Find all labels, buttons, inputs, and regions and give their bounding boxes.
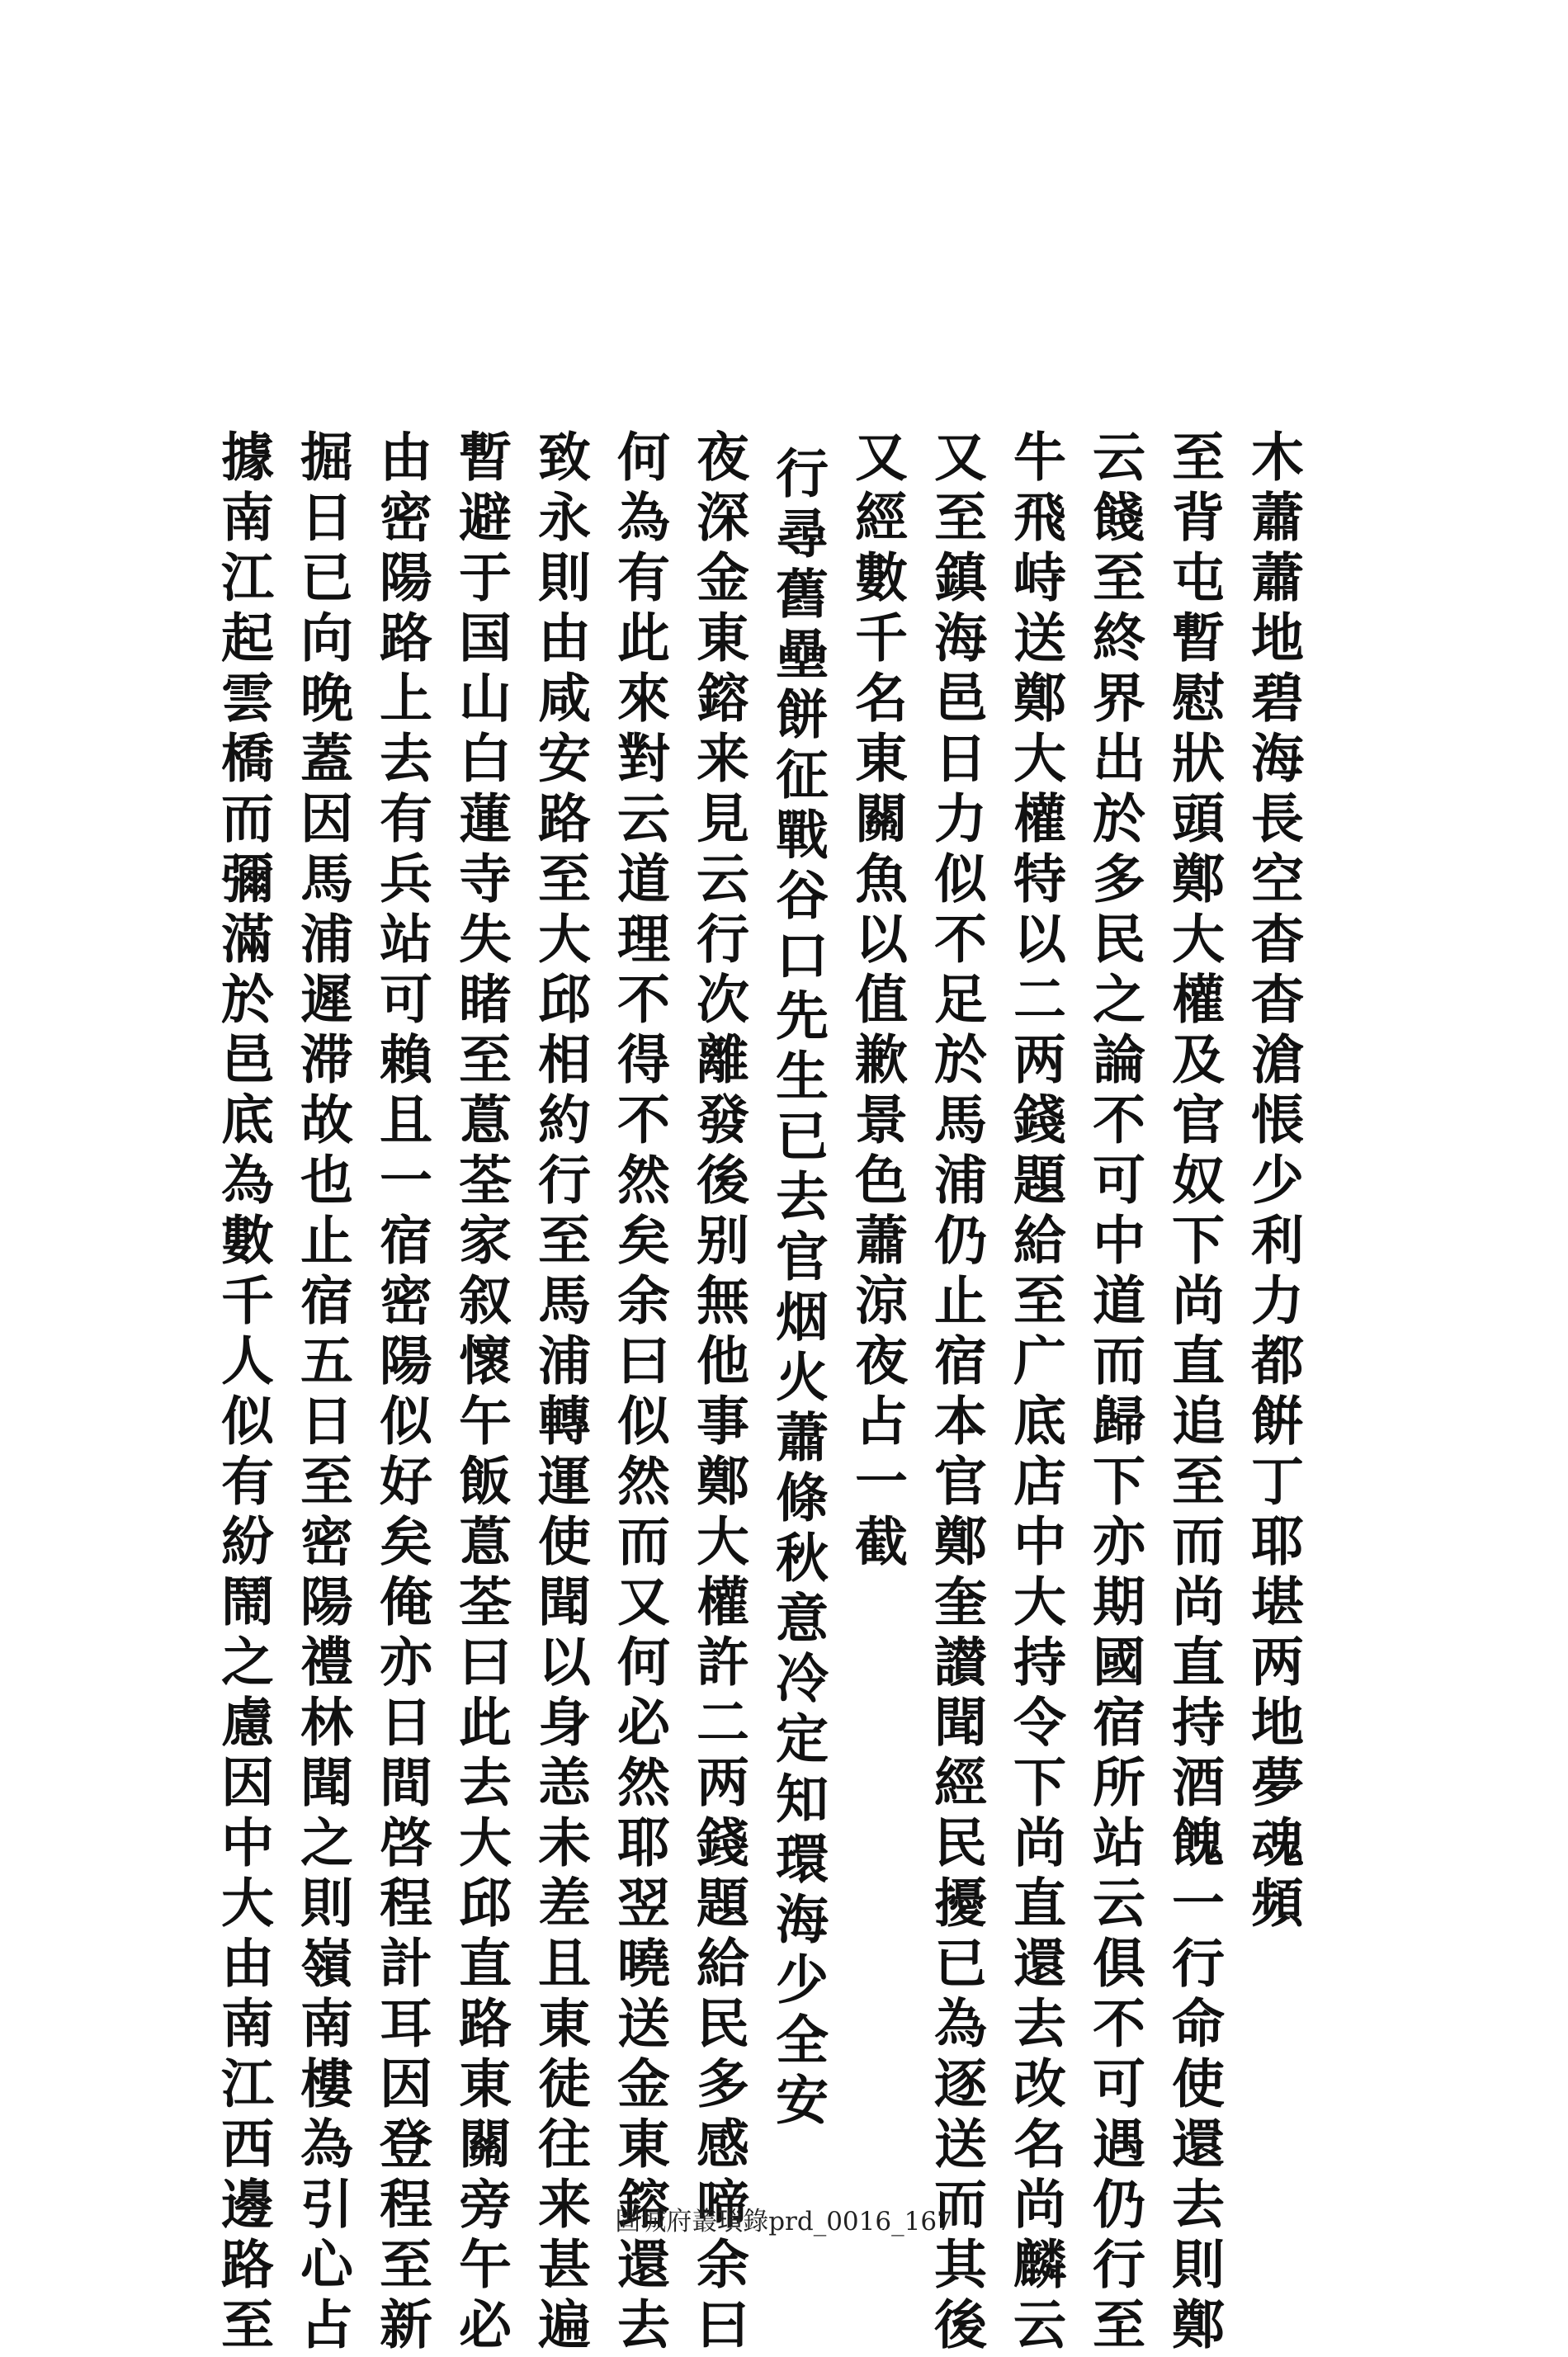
- text-column-7: 行尋舊壘餅征戰谷口先生已去官烟火蕭條秋意冷定知環海少全安: [767, 446, 829, 2133]
- text-column-11: 暫避于国山白蓮寺失睹至蒠荃家叙懷午飯蒠荃曰此去大邱直路東關旁午必: [450, 429, 512, 2357]
- text-column-10: 致永則由咸安路至大邱相約行至馬浦轉運使聞以身恙未差且東徒往来甚遍: [529, 429, 591, 2357]
- text-column-6: 又經數千名東關魚以值歉景色蕭涼夜占一截: [846, 429, 908, 1574]
- text-column-12: 由密陽路上去有兵站可賴且一宿密陽似好矣俺亦日間啓程計耳因登程至新: [371, 429, 432, 2357]
- text-column-9: 何為有此來對云道理不得不然矣余曰似然而又何必然耶翌曉送金東鎔還去: [608, 429, 670, 2357]
- text-column-4: 牛飛峙送鄭大權特以二两錢題給至广底店中大持令下尚直還去改名尚麟云: [1004, 429, 1066, 2357]
- text-column-3: 云餞至終界出於多民之論不可中道而歸下亦期國宿所站云俱不可遇仍行至: [1084, 429, 1145, 2357]
- text-column-8: 夜深金東鎔来見云行次離發後别無他事鄭大權許二两錢題給民多感啼余曰: [687, 429, 749, 2357]
- text-column-2: 至背屯暫慰狀頭鄭大權及官奴下尚直追至而尚直持酒餽一行命使還去則鄭: [1163, 429, 1225, 2357]
- text-column-14: 據南江起雲橋而彌滿於邑底為數千人似有紛鬧之慮因中大由南江西邊路至: [212, 429, 274, 2357]
- text-column-5: 又至鎮海邑日力似不足於馬浦仍止宿本官鄭奎讃聞經民擾已為逐送而其後: [925, 429, 987, 2357]
- page-caption: 固城府叢𤨏錄prd_0016_167: [615, 2207, 953, 2237]
- text-column-1: 木蕭蕭地碧海長空杳杳滄悵少利力都餠丁耶堪两地夢魂頻: [1242, 429, 1304, 1935]
- text-column-13: 掘日已向晚蓋因馬浦遲滞故也止宿五日至密陽禮林聞之則嶺南樓為引心占: [291, 429, 353, 2357]
